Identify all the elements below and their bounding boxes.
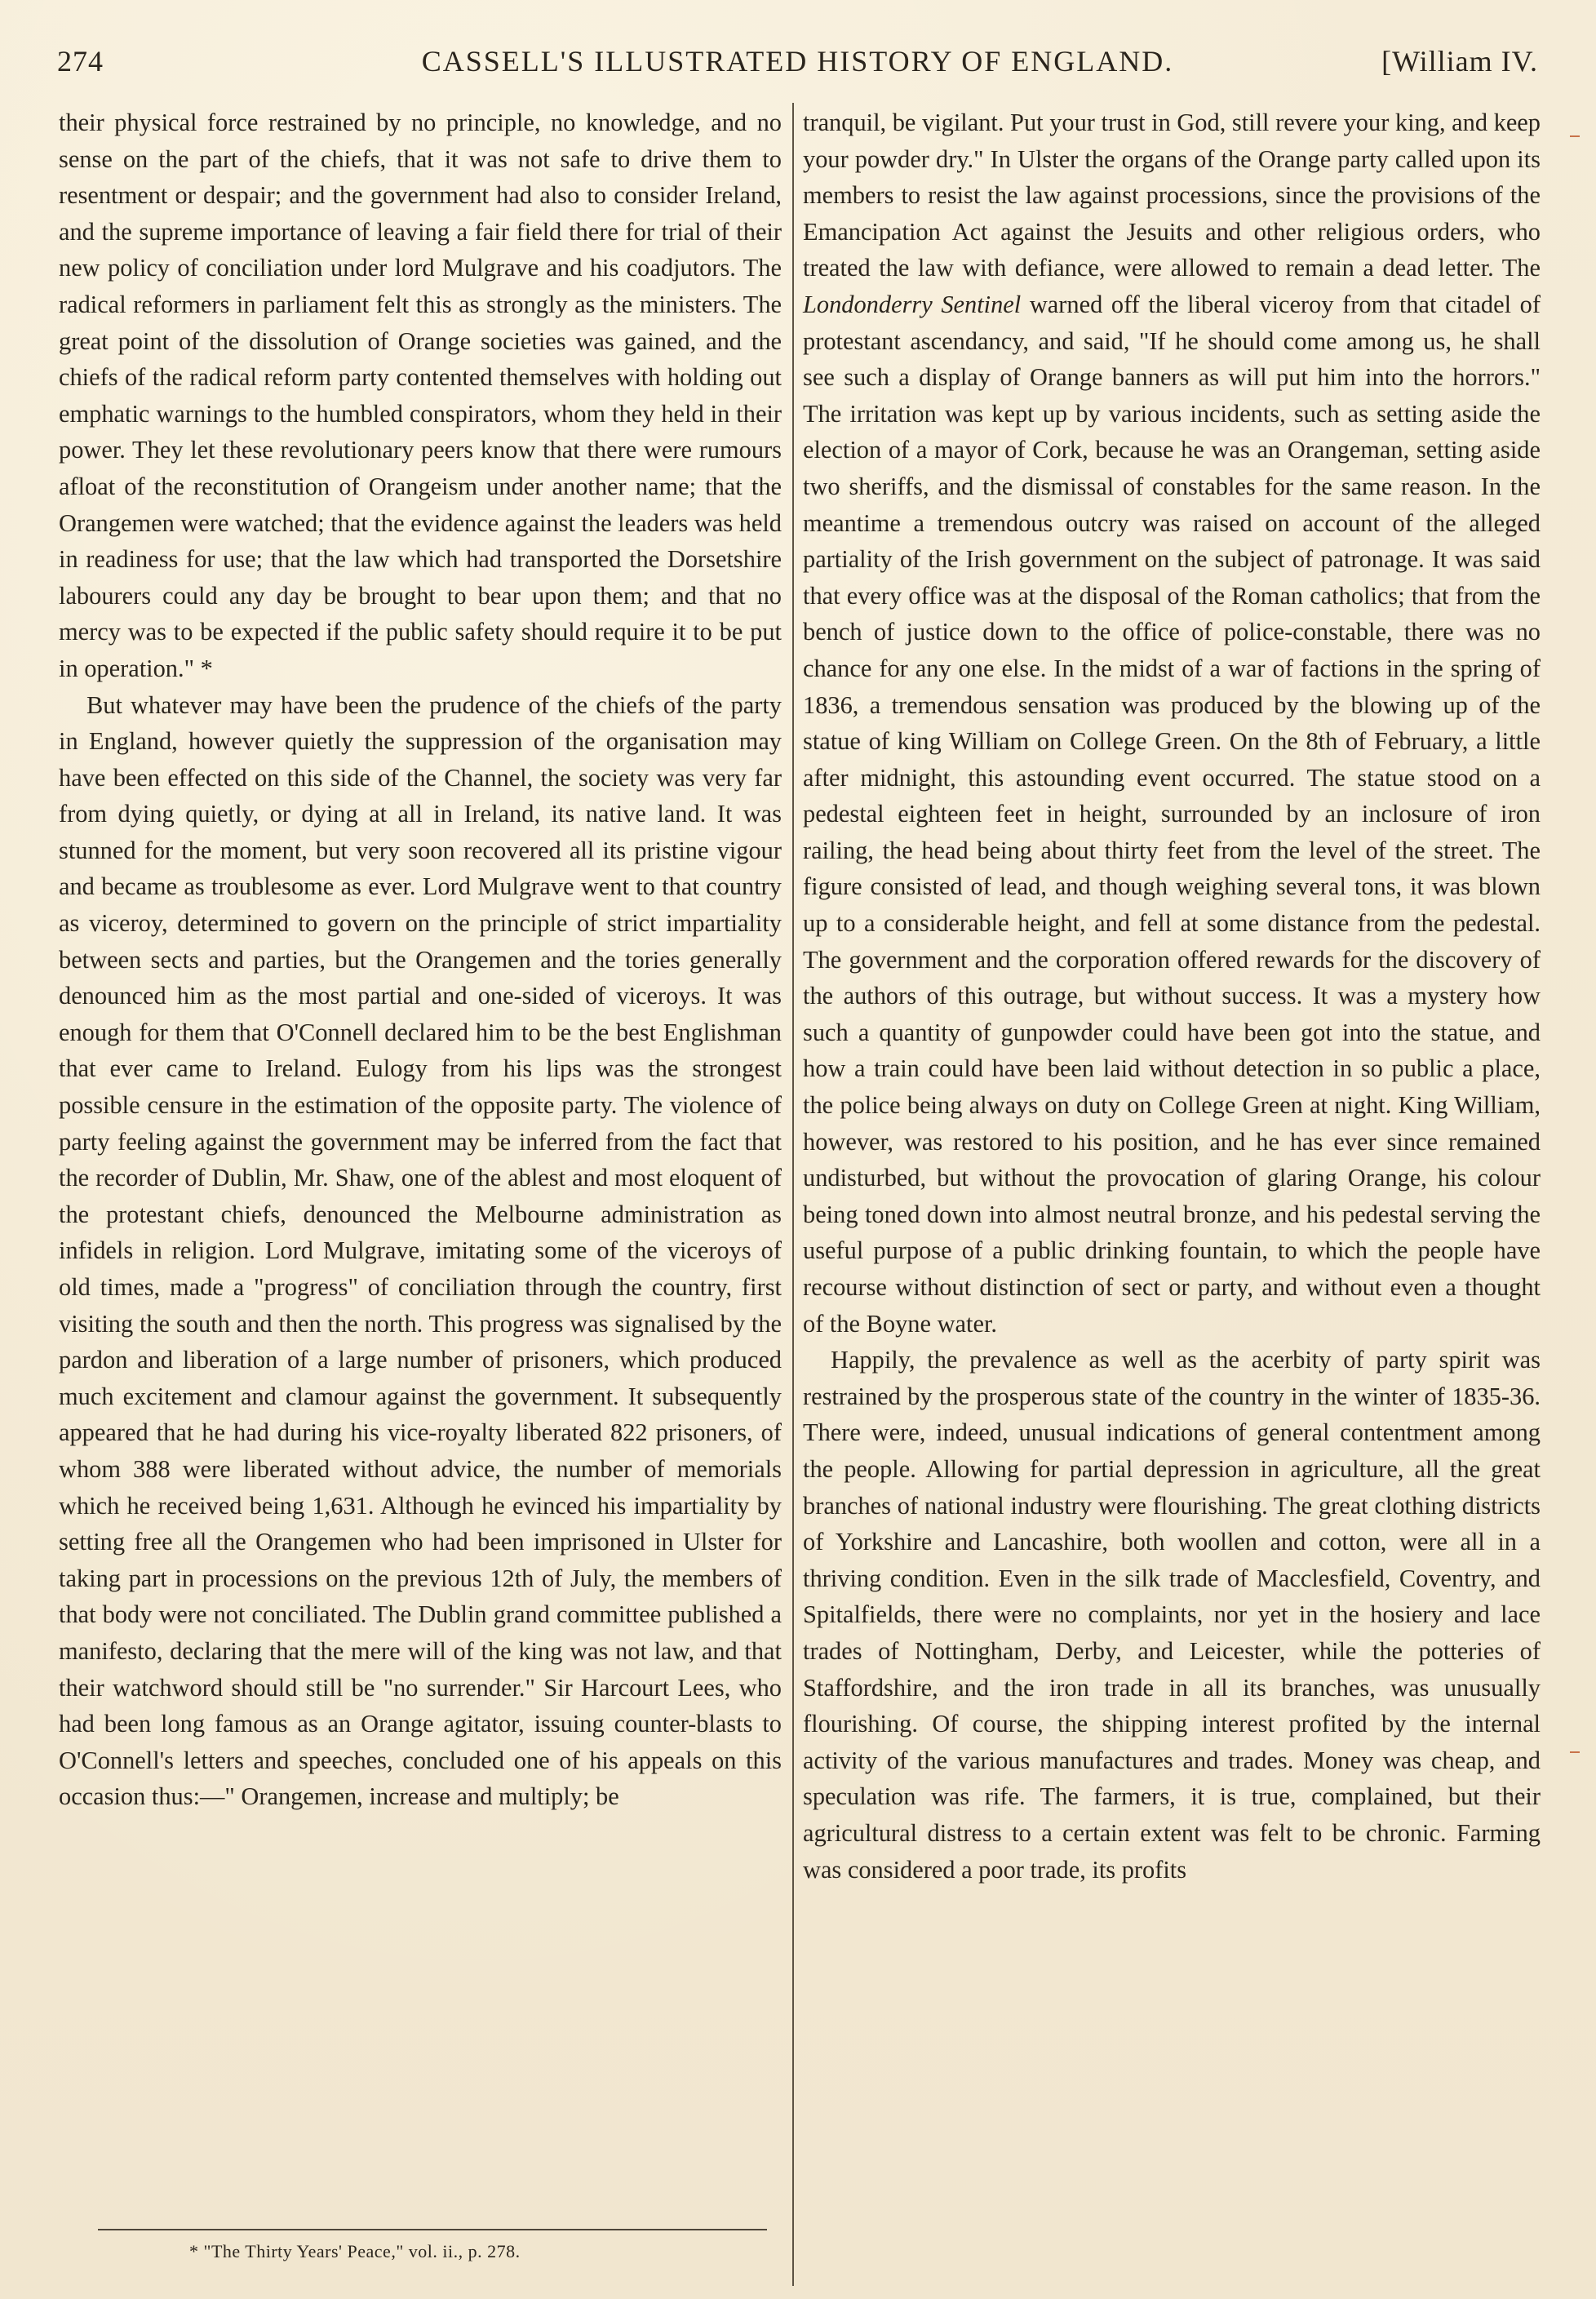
paragraph: Happily, the prevalence as well as the acerbity of party spirit was restrained by the prosperous state of the country in the winter of 1835-36. There were, indeed, unusual indications of general contentment among the people. Allowing for partial depression in agriculture, all the great branches of national industry were flourishing. The great clothing districts of Yorkshire and Lancashire, both woollen and cotton, were all in a thriving condition. Even in the silk trade of Macclesfield, Coventry, and Spitalfields, there were no complaints, nor yet in the hosiery and lace trades of Nottingham, Derby, and Leicester, while the potteries of Staffordshire, and the iron trade in all its branches, was unusually flourishing. Of course, the shipping interest profited by the internal activity of the various manufactures and trades. Money was cheap, and speculation was rife. The farmers, it is true, complained, but their agricultural distress to a certain extent was felt to be chronic. Farming was considered a poor trade, its profits bbox=[803, 1346, 1541, 1884]
text-run: warned off the liberal viceroy from that citadel of protestant ascendancy, and said, "If he should come among us, he shall see such a display of Orange banners as will put him into the horrors." The irritation was kept up by various incidents, such as setting aside the election of a mayor of Cork, because he was an Orangeman, setting aside two sheriffs, and the dismissal of constables for the same reason. In the meantime a tremendous outcry was raised on account of the alleged partiality of the Irish government on the subject of patronage. It was said that every office was at the disposal of the Roman catholics; that from the bench of justice down to the office of police-constable, there was no chance for any one else. In the midst of a war of factions in the spring of 1836, a tremendous sensation was produced by the blowing up of the statue of king William on College Green. On the 8th of February, a little after midnight, this astounding event occurred. The statue stood on a pedestal eighteen feet in height, surrounded by an inclosure of iron railing, the head being about thirty feet from the level of the street. The figure consisted of lead, and though weighing several tons, it was blown up to a considerable height, and fell at some distance from the pedestal. The government and the corporation offered rewards for the discovery of the authors of this outrage, but without success. It was a mystery how such a quantity of gunpowder could have been got into the statue, and how a train could have been laid without detection in so public a place, the police being always on duty on College Green at night. King William, however, was restored to his position, and he has ever since remained undisturbed, but without the provocation of glaring Orange, his colour being toned down into almost neutral bronze, and his pedestal serving the useful purpose of a public drinking fountain, to which the people have recourse without distinction of sect or party, and without even a thought of the Boyne water. bbox=[803, 290, 1541, 1338]
margin-mark bbox=[1570, 135, 1580, 137]
page-header bbox=[57, 36, 1538, 85]
running-head: [William IV. bbox=[1381, 45, 1538, 78]
footnote: * "The Thirty Years' Peace," vol. ii., p. 278. bbox=[189, 2241, 521, 2261]
paragraph: their physical force restrained by no principle, no knowledge, and no sense on the part of the chiefs, that it was not safe to drive them to resentment or despair; and the government had also to consider Ireland, and the supreme importance of leaving a fair field there for trial of their new policy of conciliation under lord Mulgrave and his coadjutors. The radical reformers in parliament felt this as strongly as the ministers. The great point of the dissolution of Orange societies was gained, and the chiefs of the radical reform party contented themselves with holding out emphatic warnings to the humbled conspirators, whom they held in their power. They let these revolutionary peers know that there were rumours afloat of the reconstitution of Orangeism under another name; that the Orangemen were watched; that the evidence against the leaders was held in readiness for use; that the law which had transported the Dorsetshire labourers could any day be brought to bear upon them; and that no mercy was to be expected if the public safety should require it to be put in operation." * bbox=[59, 109, 782, 682]
footnote-rule bbox=[98, 2229, 767, 2230]
page-number: 274 bbox=[57, 45, 104, 78]
book-title: CASSELL'S ILLUSTRATED HISTORY OF ENGLAND. bbox=[421, 45, 1174, 78]
column-divider bbox=[792, 103, 794, 2286]
right-column bbox=[803, 104, 1541, 1888]
paragraph: But whatever may have been the prudence of the chiefs of the party in England, however quietly the suppression of the organisation may have been effected on this side of the Channel, the society was very far from dying quietly, or dying at all in Ireland, its native land. It was stunned for the moment, but very soon recovered all its pristine vigour and became as troublesome as ever. Lord Mulgrave went to that country as viceroy, determined to govern on the principle of strict impartiality between sects and parties, but the Orangemen and the tories generally denounced him as the most partial and one-sided of viceroys. It was enough for them that O'Connell declared him to be the best Englishman that ever came to Ireland. Eulogy from his lips was the strongest possible censure in the estimation of the opposite party. The violence of party feeling against the government may be inferred from the fact that the recorder of Dublin, Mr. Shaw, one of the ablest and most eloquent of the protestant chiefs, denounced the Melbourne administration as infidels in religion. Lord Mulgrave, imitating some of the viceroys of old times, made a "progress" of conciliation through the country, first visiting the south and then the north. This progress was signalised by the pardon and liberation of a large number of prisoners, which produced much excitement and clamour against the government. It subsequently appeared that he had during his vice-royalty liberated 822 prisoners, of whom 388 were liberated without advice, the number of memorials which he received being 1,631. Although he evinced his impartiality by setting free all the Orangemen who had been imprisoned in Ulster for taking part in processions on the previous 12th of July, the members of that body were not conciliated. The Dublin grand committee published a manifesto, declaring that the mere will of the king was not law, and that their watchword should still be "no surrender." Sir Harcourt Lees, who had been long famous as an Orange agitator, issuing counter-blasts to O'Connell's letters and speeches, concluded one of his appeals on this occasion thus:—" Orangemen, increase and multiply; be bbox=[59, 690, 782, 1811]
left-column bbox=[59, 104, 782, 1815]
margin-mark bbox=[1570, 1751, 1580, 1753]
text-run: tranquil, be vigilant. Put your trust in God, still revere your king, and keep your powder dry." In Ulster the organs of the Orange party called upon its members to resist the law against processions, since the provisions of the Emancipation Act against the Jesuits and other religious orders, who treated the law with defiance, were allowed to remain a dead letter. The bbox=[803, 109, 1541, 282]
paragraph bbox=[803, 104, 1541, 1342]
newspaper-title: Londonderry Sentinel bbox=[803, 290, 1022, 318]
